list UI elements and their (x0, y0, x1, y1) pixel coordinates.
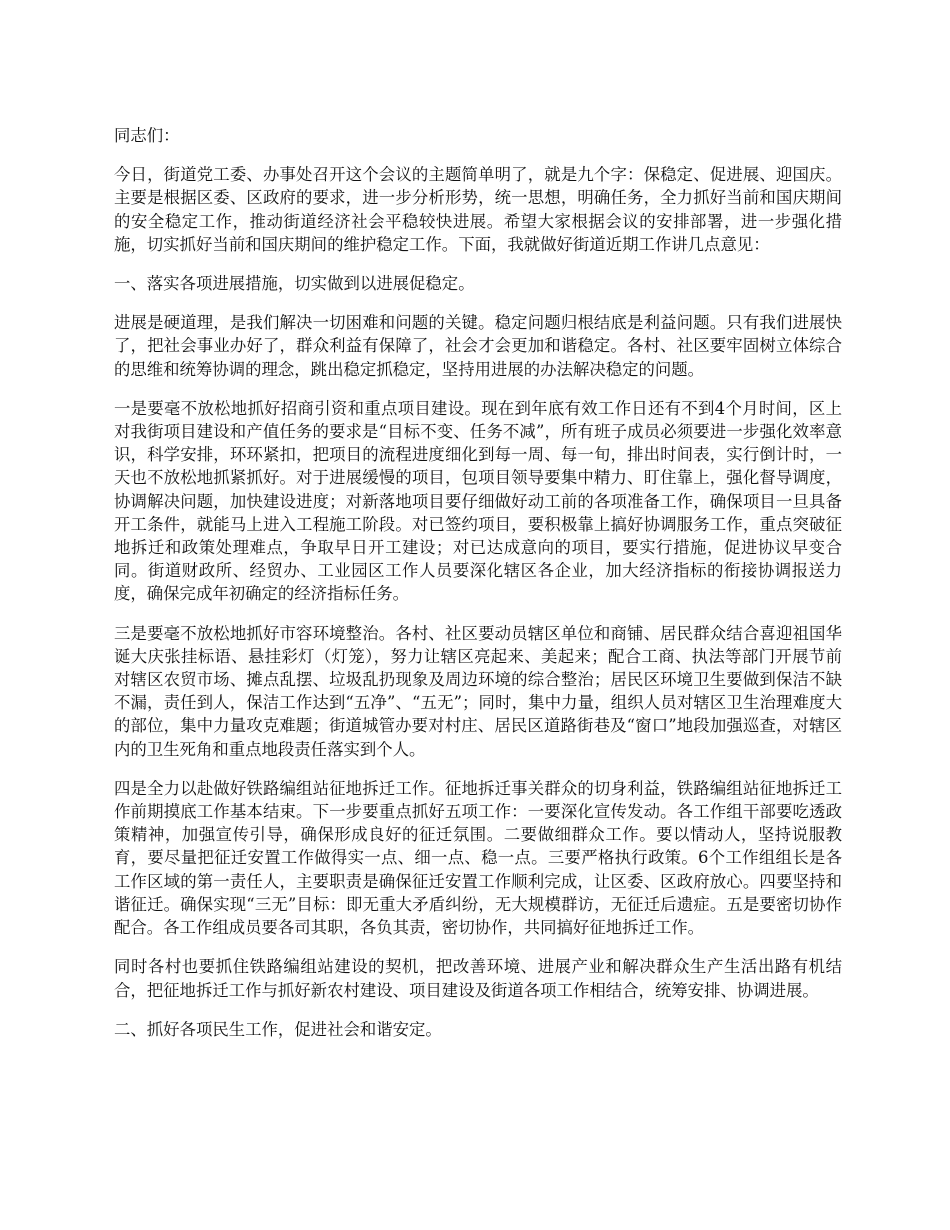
paragraph-investment-projects: 一是要毫不放松地抓好招商引资和重点项目建设。现在到年底有效工作日还有不到4个月时间，区上对我街项目建设和产值任务的要求是“目标不变、任务不减”，所有班子成员必须要进一步强化效率意识，科学安排，环环紧扣，把项目的流程进度细化到每一周、每一旬，排出时间表，实行倒计时，一天也不放松地抓紧抓好。对于进展缓慢的项目，包项目领导要集中精力、盯住靠上，强化督导调度，协调解决问题，加快建设进度；对新落地项目要仔细做好动工前的各项准备工作，确保项目一旦具备开工条件，就能马上进入工程施工阶段。对已签约项目，要积极靠上搞好协调服务工作，重点突破征地拆迁和政策处理难点，争取早日开工建设；对已达成意向的项目，要实行措施，促进协议早变合同。街道财政所、经贸办、工业园区工作人员要深化辖区各企业，加大经济指标的衔接协调报送力度，确保完成年初确定的经济指标任务。 (114, 398, 842, 604)
paragraph-villages: 同时各村也要抓住铁路编组站建设的契机，把改善环境、进展产业和解决群众生产生活出路有机结合，把征地拆迁工作与抓好新农村建设、项目建设及街道各项工作相结合，统筹安排、协调进展。 (114, 957, 842, 1000)
paragraph-development: 进展是硬道理，是我们解决一切困难和问题的关键。稳定问题归根结底是利益问题。只有我们进展快了，把社会事业办好了，群众利益有保障了，社会才会更加和谐稳定。各村、社区要牢固树立体综合的思维和统筹协调的理念，跳出稳定抓稳定，坚持用进展的办法解决稳定的问题。 (114, 313, 842, 379)
section-heading-1: 一、落实各项进展措施，切实做到以进展促稳定。 (114, 274, 475, 294)
section-heading-2: 二、抓好各项民生工作，促进社会和谐安定。 (114, 1019, 442, 1039)
paragraph-city-environment: 三是要毫不放松地抓好市容环境整治。各村、社区要动员辖区单位和商铺、居民群众结合喜迎祖国华诞大庆张挂标语、悬挂彩灯（灯笼），努力让辖区亮起来、美起来；配合工商、执法等部门开展节前对辖区农贸市场、摊点乱摆、垃圾乱扔现象及周边环境的综合整治；居民区环境卫生要做到保洁不缺不漏，责任到人，保洁工作达到“五净”、“五无”；同时，集中力量，组织人员对辖区卫生治理难度大的部位，集中力量攻克难题；街道城管办要对村庄、居民区道路街巷及“窗口”地段加强巡查，对辖区内的卫生死角和重点地段责任落实到个人。 (114, 623, 842, 759)
paragraph-intro: 今日，街道党工委、办事处召开这个会议的主题简单明了，就是九个字：保稳定、促进展、迎国庆。主要是根据区委、区政府的要求，进一步分析形势，统一思想，明确任务，全力抓好当前和国庆期间的安全稳定工作，推动街道经济社会平稳较快进展。希望大家根据会议的安排部署，进一步强化措施，切实抓好当前和国庆期间的维护稳定工作。下面，我就做好街道近期工作讲几点意见： (114, 165, 842, 254)
document-body (114, 124, 842, 1057)
greeting: 同志们： (114, 126, 180, 145)
paragraph-railway-land-acquisition: 四是全力以赴做好铁路编组站征地拆迁工作。征地拆迁事关群众的切身利益，铁路编组站征地拆迁工作前期摸底工作基本结束。下一步要重点抓好五项工作：一要深化宣传发动。各工作组干部要吃透政策精神，加强宣传引导，确保形成良好的征迁氛围。二要做细群众工作。要以情动人，坚持说服教育，要尽量把征迁安置工作做得实一点、细一点、稳一点。三要严格执行政策。6个工作组组长是各工作区域的第一责任人，主要职责是确保征迁安置工作顺利完成，让区委、区政府放心。四要坚持和谐征迁。确保实现“三无”目标：即无重大矛盾纠纷，无大规模群访，无征迁后遗症。五是要密切协作配合。各工作组成员要各司其职，各负其责，密切协作，共同搞好征地拆迁工作。 (114, 778, 842, 938)
